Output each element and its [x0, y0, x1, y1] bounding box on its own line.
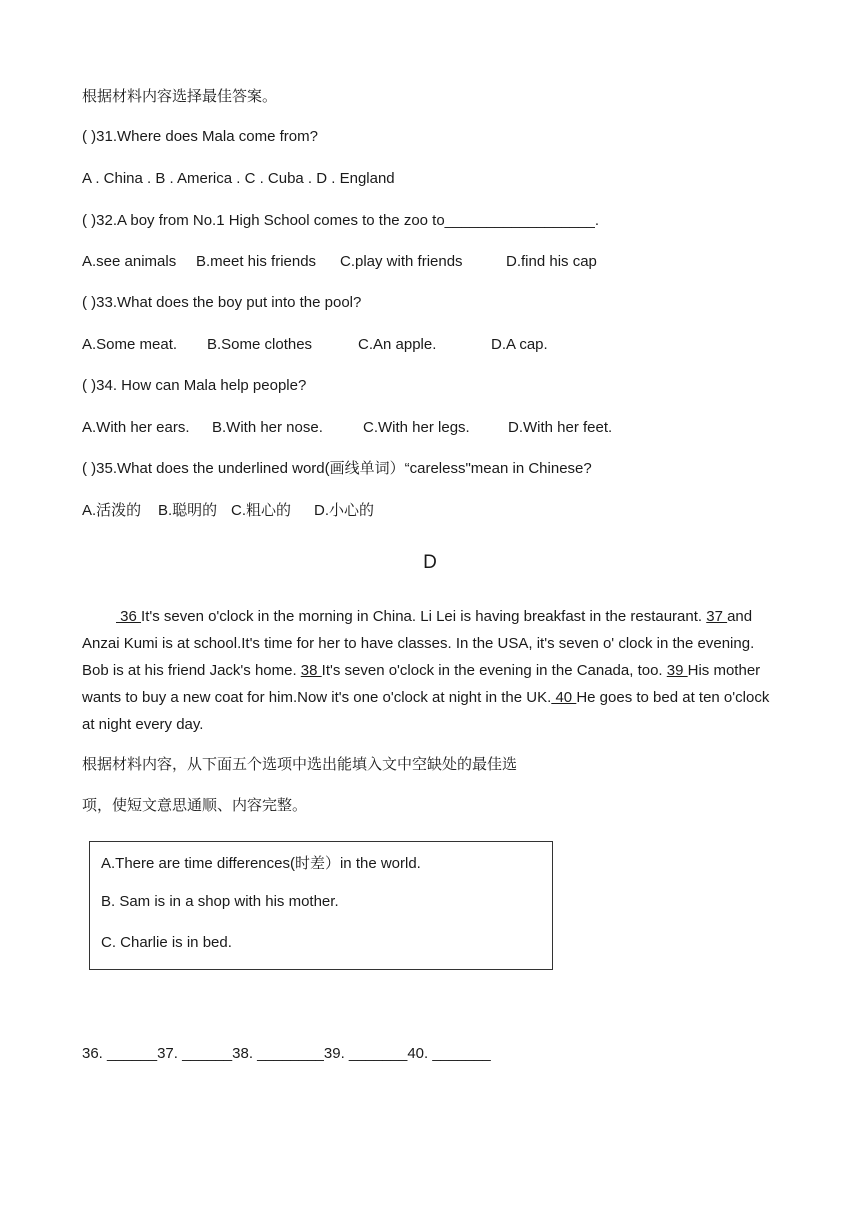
passage-sentence-1: It's seven o'clock in the morning in China. Li Lei is having breakfast in the restaurant. [141, 608, 707, 625]
option-32-a: A.see animals [82, 253, 177, 270]
question-32: ( )32.A boy from No.1 High School comes to the zoo to__________________. [82, 212, 600, 229]
section-heading-d: D [423, 552, 437, 573]
blank-40: 40 [551, 689, 577, 706]
option-34-b: B.With her nose. [212, 419, 323, 436]
question-31: ( )31.Where does Mala come from? [82, 128, 318, 145]
options-31 [82, 169, 395, 189]
blank-36: 36 [116, 608, 142, 625]
option-33-b: B.Some clothes [207, 336, 313, 353]
question-33: ( )33.What does the boy put into the pool? [82, 294, 362, 311]
option-32-d: D.find his cap [506, 253, 597, 270]
choice-b: B. Sam is in a shop with his mother. [101, 893, 339, 910]
option-35-d: D.小心的 [314, 502, 375, 519]
option-35-a: A.活泼的 [82, 502, 142, 519]
option-33-d: D.A cap. [491, 336, 548, 353]
choice-a: A.There are time differences(时差）in the world. [101, 855, 421, 872]
answer-blanks: 36. ______37. ______38. ________39. _______40. _______ [82, 1045, 491, 1062]
passage-sentence-5: He goes to bed at ten o'clock at night every day. [82, 689, 770, 733]
passage [82, 603, 772, 738]
option-34-c: C.With her legs. [363, 419, 470, 436]
instruction-d-line2: 项，使短文意思通顺、内容完整。 [82, 796, 308, 814]
instruction-d-line1: 根据材料内容，从下面五个选项中选出能填入文中空缺处的最佳选 [82, 755, 518, 773]
choice-c: C. Charlie is in bed. [101, 934, 232, 951]
passage-sentence-2: and Anzai Kumi is at school.It's time for her to have classes. In the USA, it's seven o' clock in the evening. Bob is at his friend Jack's home. [82, 608, 755, 679]
option-35-b: B.聪明的 [158, 502, 218, 519]
option-31-all: A . China . B . America . C . Cuba . D . England [82, 170, 395, 187]
choices-box [89, 841, 553, 970]
passage-sentence-3: It's seven o'clock in the evening in the Canada, too. [321, 662, 667, 679]
question-35: ( )35.What does the underlined word(画线单词）“careless"mean in Chinese? [82, 460, 592, 477]
option-32-c: C.play with friends [340, 253, 463, 270]
option-34-a: A.With her ears. [82, 419, 190, 436]
option-32-b: B.meet his friends [196, 253, 317, 270]
option-33-c: C.An apple. [358, 336, 437, 353]
passage-sentence-4: His mother wants to buy a new coat for him.Now it's one o'clock at night in the UK. [82, 662, 761, 706]
question-34: ( )34. How can Mala help people? [82, 377, 307, 394]
blank-37: 37 [706, 608, 728, 625]
blank-39: 39 [666, 662, 688, 679]
option-35-c: C.粗心的 [231, 502, 292, 519]
blank-38: 38 [300, 662, 322, 679]
instruction-c: 根据材料内容选择最佳答案。 [82, 87, 278, 105]
option-34-d: D.With her feet. [508, 419, 613, 436]
option-33-a: A.Some meat. [82, 336, 178, 353]
